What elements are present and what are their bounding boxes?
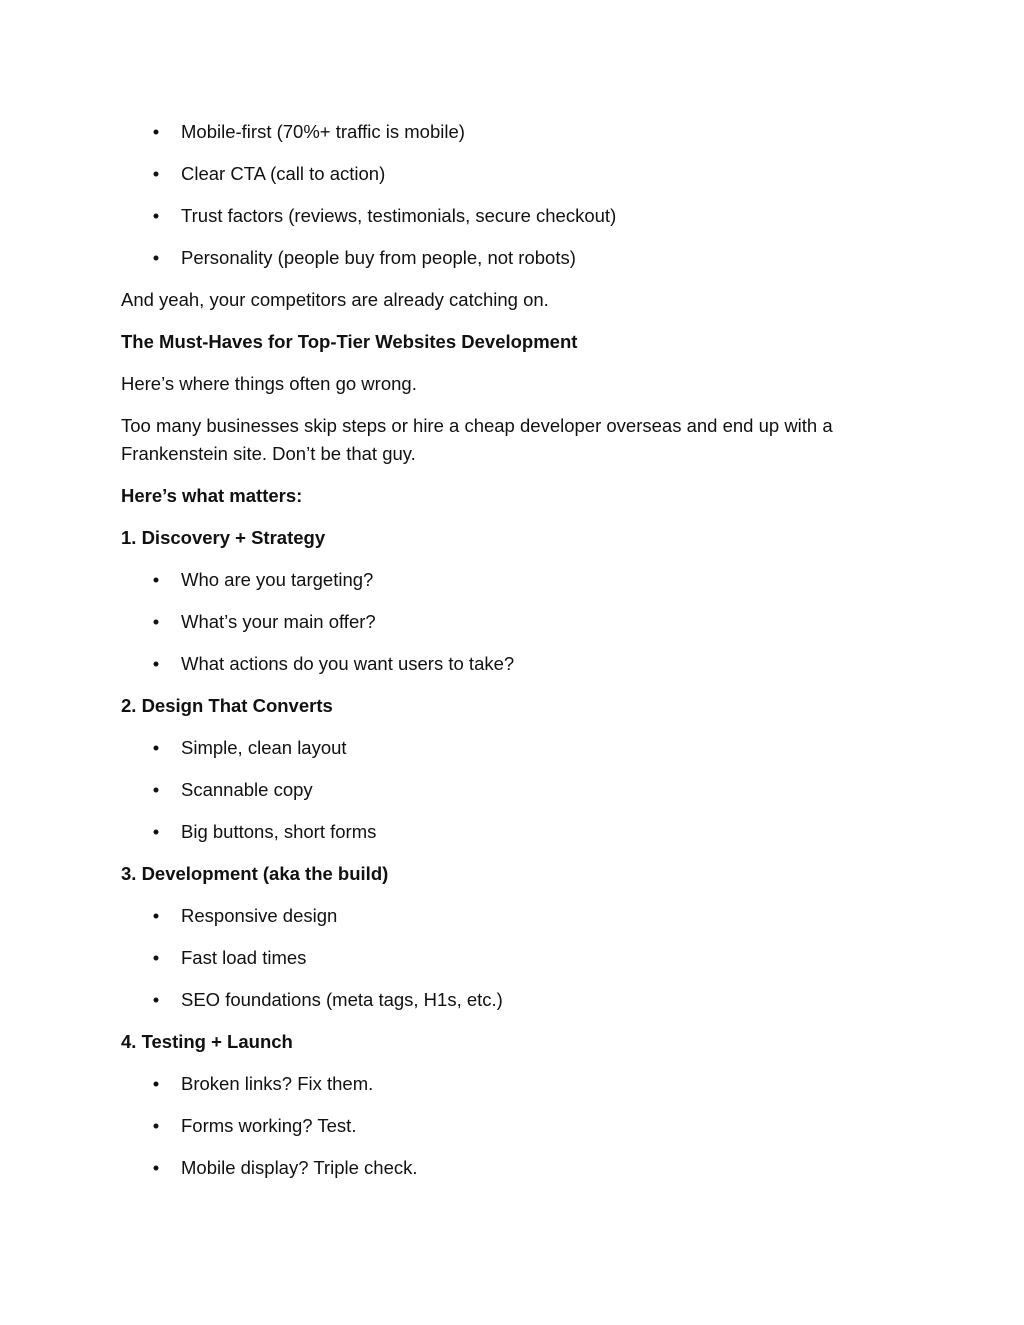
list-item-text: Forms working? Test. xyxy=(181,1115,357,1136)
list-item-text: Fast load times xyxy=(181,947,307,968)
list-item xyxy=(121,944,881,972)
list-item-text: Responsive design xyxy=(181,905,338,926)
bullet-icon: • xyxy=(152,779,160,800)
bullet-icon: • xyxy=(152,737,160,758)
list-item xyxy=(121,650,881,678)
list-item-text: What’s your main offer? xyxy=(181,611,376,632)
list-item xyxy=(121,1070,881,1098)
bullet-icon: • xyxy=(152,947,160,968)
list-item xyxy=(121,202,881,230)
paragraph-competitors: And yeah, your competitors are already catching on. xyxy=(121,289,549,310)
intro-bullet-list xyxy=(121,118,881,272)
bullet-icon: • xyxy=(152,205,160,226)
list-item xyxy=(121,160,881,188)
list-item-text: Big buttons, short forms xyxy=(181,821,377,842)
list-item-text: SEO foundations (meta tags, H1s, etc.) xyxy=(181,989,503,1010)
section-title-design: 2. Design That Converts xyxy=(121,695,333,716)
bullet-icon: • xyxy=(152,163,160,184)
list-item xyxy=(121,776,881,804)
list-item-text: Trust factors (reviews, testimonials, secure checkout) xyxy=(181,205,617,226)
list-item-text: Simple, clean layout xyxy=(181,737,347,758)
list-item-text: Who are you targeting? xyxy=(181,569,374,590)
list-item xyxy=(121,244,881,272)
development-bullet-list xyxy=(121,902,881,1014)
bullet-icon: • xyxy=(152,121,160,142)
heading-what-matters: Here’s what matters: xyxy=(121,485,303,506)
list-item-text: What actions do you want users to take? xyxy=(181,653,515,674)
testing-bullet-list xyxy=(121,1070,881,1182)
design-bullet-list xyxy=(121,734,881,846)
list-item-text: Personality (people buy from people, not robots) xyxy=(181,247,576,268)
list-item-text: Broken links? Fix them. xyxy=(181,1073,374,1094)
bullet-icon: • xyxy=(152,989,160,1010)
list-item-text: Mobile-first (70%+ traffic is mobile) xyxy=(181,121,465,142)
bullet-icon: • xyxy=(152,905,160,926)
section-title-testing: 4. Testing + Launch xyxy=(121,1031,293,1052)
list-item xyxy=(121,818,881,846)
list-item xyxy=(121,734,881,762)
list-item-text: Clear CTA (call to action) xyxy=(181,163,386,184)
list-item xyxy=(121,902,881,930)
list-item xyxy=(121,1154,881,1182)
discovery-bullet-list xyxy=(121,566,881,678)
document-body xyxy=(121,118,881,1196)
bullet-icon: • xyxy=(152,247,160,268)
bullet-icon: • xyxy=(152,569,160,590)
section-title-development: 3. Development (aka the build) xyxy=(121,863,389,884)
list-item xyxy=(121,608,881,636)
list-item-text: Scannable copy xyxy=(181,779,313,800)
paragraph-too-many-businesses: Too many businesses skip steps or hire a cheap developer overseas and end up with a Frankenstein site. Don’t be that guy. xyxy=(121,415,833,464)
bullet-icon: • xyxy=(152,821,160,842)
list-item-text: Mobile display? Triple check. xyxy=(181,1157,418,1178)
heading-must-haves: The Must-Haves for Top-Tier Websites Development xyxy=(121,331,578,352)
section-title-discovery: 1. Discovery + Strategy xyxy=(121,527,326,548)
bullet-icon: • xyxy=(152,1115,160,1136)
bullet-icon: • xyxy=(152,1073,160,1094)
paragraph-things-go-wrong: Here’s where things often go wrong. xyxy=(121,373,417,394)
list-item xyxy=(121,1112,881,1140)
bullet-icon: • xyxy=(152,1157,160,1178)
bullet-icon: • xyxy=(152,611,160,632)
bullet-icon: • xyxy=(152,653,160,674)
list-item xyxy=(121,566,881,594)
list-item xyxy=(121,986,881,1014)
list-item xyxy=(121,118,881,146)
